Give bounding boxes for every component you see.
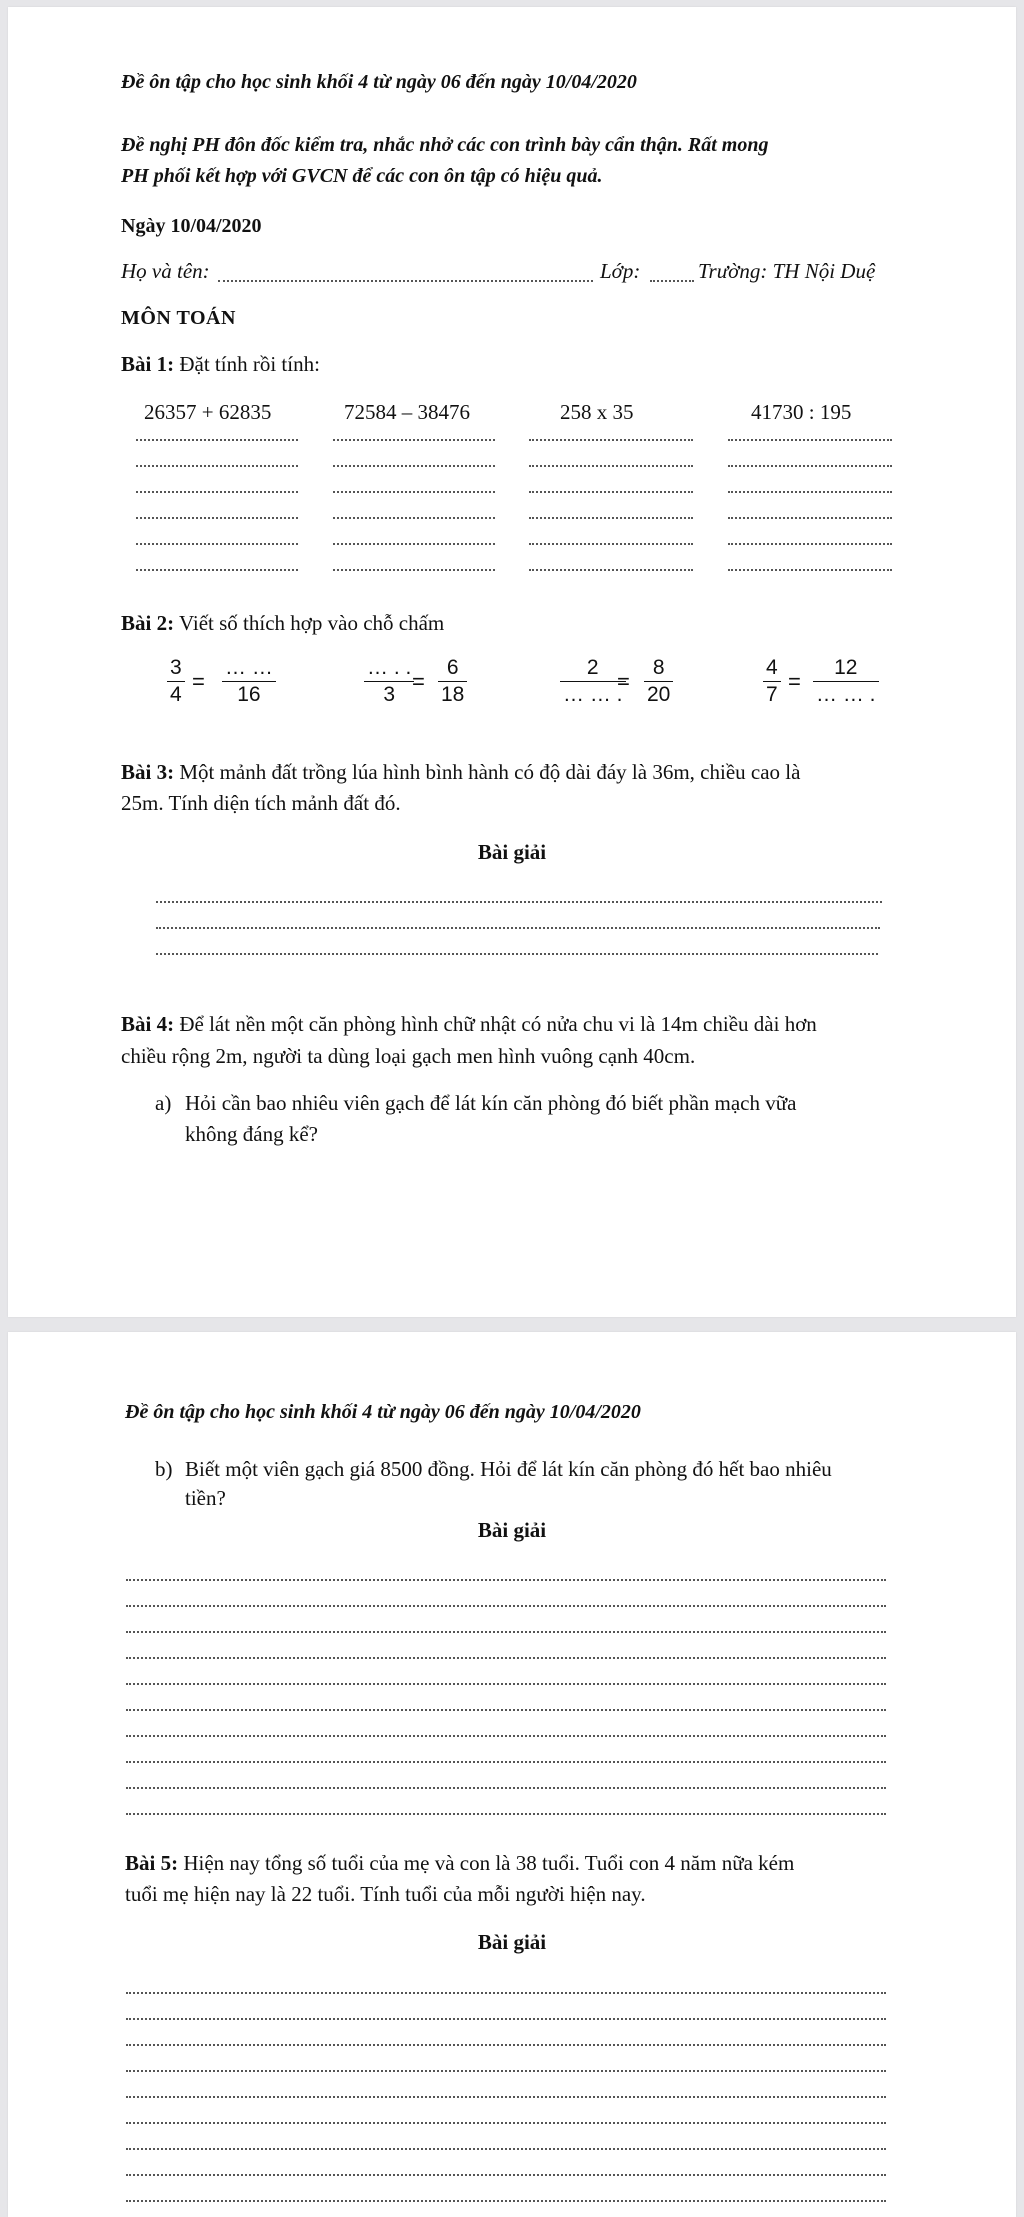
bai1-problem-3: 258 x 35	[560, 400, 634, 424]
bai1-working-line	[728, 439, 892, 441]
fraction-3b: $\frac{8}{20}$	[644, 655, 673, 708]
bai4-part-a-line-2: không đáng kể?	[185, 1122, 318, 1146]
bai1-heading	[121, 349, 320, 379]
bai1-working-line	[529, 543, 693, 545]
answer-line	[126, 1813, 886, 1815]
bai4-solution-title: Bài giải	[477, 1518, 547, 1542]
bai1-working-line	[136, 569, 298, 571]
bai1-working-line	[333, 465, 495, 467]
answer-line	[126, 2018, 886, 2020]
answer-line	[126, 2148, 886, 2150]
bai3-label: Bài 3:	[121, 760, 175, 784]
bai1-working-line	[529, 465, 693, 467]
class-label: Lớp:	[600, 259, 641, 283]
fraction-4b: 12 … … .	[813, 655, 879, 708]
bai1-working-line	[333, 517, 495, 519]
bai1-working-line	[333, 569, 495, 571]
bai1-problem-1: 26357 + 62835	[144, 400, 272, 424]
answer-line	[126, 1579, 886, 1581]
fraction-1b: … … 16	[222, 655, 276, 708]
bai1-working-line	[333, 439, 495, 441]
bai1-problem-4: 41730 : 195	[751, 400, 852, 424]
bai1-text: Đặt tính rồi tính:	[179, 352, 320, 376]
bai1-working-line	[728, 491, 892, 493]
bai3-answer-line	[156, 953, 878, 955]
date-label: Ngày 10/04/2020	[121, 215, 262, 237]
bai1-working-line	[728, 465, 892, 467]
equals-sign-3: =	[617, 669, 630, 694]
bai1-working-line	[529, 517, 693, 519]
answer-line	[126, 1657, 886, 1659]
answer-line	[126, 1683, 886, 1685]
bai1-working-line	[136, 517, 298, 519]
bai1-working-line	[728, 569, 892, 571]
fraction-2a: … . . 3	[364, 655, 414, 708]
bai2-heading	[121, 608, 444, 638]
answer-line	[126, 2174, 886, 2176]
subject-title: MÔN TOÁN	[121, 307, 236, 329]
answer-line	[126, 2044, 886, 2046]
answer-line	[126, 1631, 886, 1633]
bai1-working-line	[136, 491, 298, 493]
bai4-label: Bài 4:	[121, 1012, 175, 1036]
bai5-label: Bài 5:	[125, 1851, 179, 1875]
bai3-solution-title: Bài giải	[477, 840, 547, 864]
bai1-label: Bài 1:	[121, 352, 175, 376]
bai3-line-1: Bài 3: Một mảnh đất trồng lúa hình bình hành có độ dài đáy là 36m, chiều cao là	[121, 760, 801, 784]
bai4-part-b-line-2: tiền?	[185, 1486, 226, 1510]
class-blank	[650, 280, 694, 282]
bai1-working-line	[333, 491, 495, 493]
name-blank	[218, 280, 593, 282]
equals-sign-2: =	[412, 669, 425, 694]
fraction-3a: 2 … … .	[560, 655, 626, 708]
header-title-page2: Đề ôn tập cho học sinh khối 4 từ ngày 06 đến ngày 10/04/2020	[125, 1401, 641, 1423]
bai4-line-2: chiều rộng 2m, người ta dùng loại gạch men hình vuông cạnh 40cm.	[121, 1044, 696, 1068]
bai3-answer-line	[156, 927, 880, 929]
document-page-2	[8, 1332, 1016, 2217]
bai3-line-2: 25m. Tính diện tích mảnh đất đó.	[121, 791, 401, 815]
bai1-working-line	[136, 439, 298, 441]
bai1-working-line	[136, 465, 298, 467]
bai2-text: Viết số thích hợp vào chỗ chấm	[178, 611, 445, 635]
bai4-part-a-line-1: Hỏi cần bao nhiêu viên gạch để lát kín căn phòng đó biết phần mạch vữa	[185, 1091, 797, 1115]
answer-line	[126, 2200, 886, 2202]
bai2-label: Bài 2:	[121, 611, 175, 635]
bai4-part-b-line-1: Biết một viên gạch giá 8500 đồng. Hỏi để lát kín căn phòng đó hết bao nhiêu	[185, 1457, 832, 1481]
bai1-problem-2: 72584 – 38476	[344, 400, 470, 424]
bai1-working-line	[728, 517, 892, 519]
bai1-working-line	[529, 569, 693, 571]
school-label: Trường: TH Nội Duệ	[698, 259, 876, 283]
answer-line	[126, 2096, 886, 2098]
equals-sign-1: =	[192, 669, 205, 694]
name-label: Họ và tên:	[121, 259, 210, 283]
fraction-2b: $\frac{6}{18}$	[438, 655, 467, 708]
answer-line	[126, 1709, 886, 1711]
equals-sign-4: =	[788, 669, 801, 694]
bai5-solution-title: Bài giải	[477, 1930, 547, 1954]
bai1-working-line	[529, 439, 693, 441]
parent-note-line-2: PH phối kết hợp với GVCN để các con ôn tập có hiệu quả.	[121, 165, 603, 187]
answer-line	[126, 1735, 886, 1737]
parent-note-line-1: Đề nghị PH đôn đốc kiểm tra, nhắc nhở các con trình bày cẩn thận. Rất mong	[121, 134, 769, 156]
answer-line	[126, 2070, 886, 2072]
answer-line	[126, 1761, 886, 1763]
fraction-1a: $\frac{3}{4}$	[167, 655, 185, 708]
header-title: Đề ôn tập cho học sinh khối 4 từ ngày 06 đến ngày 10/04/2020	[121, 71, 637, 93]
bai1-working-line	[136, 543, 298, 545]
bai1-working-line	[529, 491, 693, 493]
bai4-line-1: Bài 4: Để lát nền một căn phòng hình chữ nhật có nửa chu vi là 14m chiều dài hơn	[121, 1012, 817, 1036]
bai5-line-2: tuổi mẹ hiện nay là 22 tuổi. Tính tuổi của mỗi người hiện nay.	[125, 1882, 646, 1906]
document-page-1	[8, 7, 1016, 1317]
bai1-working-line	[333, 543, 495, 545]
bai4-part-b-marker: b)	[155, 1457, 173, 1481]
answer-line	[126, 1787, 886, 1789]
bai4-part-a-marker: a)	[155, 1091, 172, 1115]
bai1-working-line	[728, 543, 892, 545]
answer-line	[126, 1992, 886, 1994]
bai3-answer-line	[156, 901, 882, 903]
answer-line	[126, 1605, 886, 1607]
bai5-line-1: Bài 5: Hiện nay tổng số tuổi của mẹ và con là 38 tuổi. Tuổi con 4 năm nữa kém	[125, 1851, 795, 1875]
answer-line	[126, 2122, 886, 2124]
fraction-4a: $\frac{4}{7}$	[763, 655, 781, 708]
